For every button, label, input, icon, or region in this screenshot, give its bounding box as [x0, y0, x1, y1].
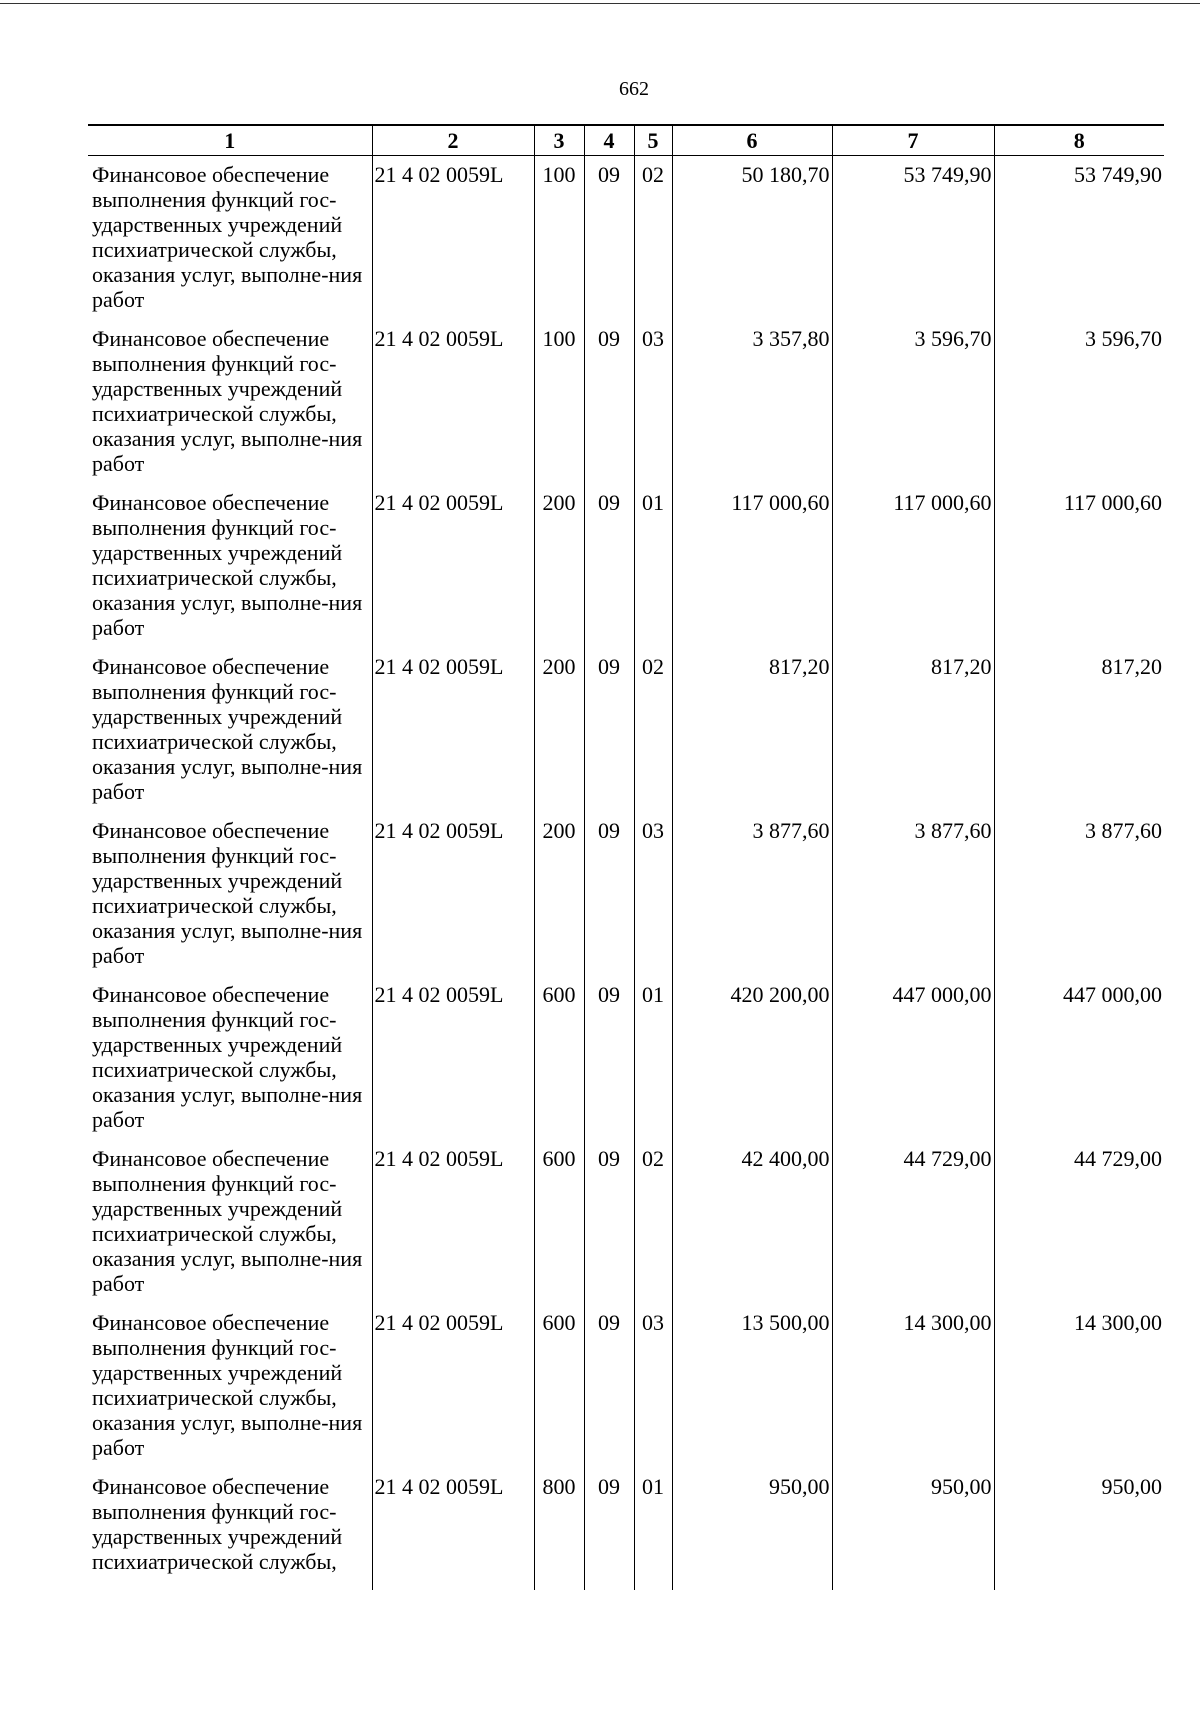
header-col-4: 4: [584, 125, 634, 156]
cell-col-5: 01: [634, 976, 672, 1140]
cell-col-8: 117 000,60: [994, 484, 1164, 648]
cell-col-5: 01: [634, 1468, 672, 1590]
cell-col-4: 09: [584, 812, 634, 976]
cell-code: 21 4 02 0059L: [372, 976, 534, 1140]
cell-col-3: 200: [534, 484, 584, 648]
budget-table: [88, 124, 1164, 1590]
cell-code: 21 4 02 0059L: [372, 484, 534, 648]
table-row: [88, 812, 1164, 976]
cell-col-8: 3 596,70: [994, 320, 1164, 484]
header-row: [88, 125, 1164, 156]
cell-name: Финансовое обеспечение выполнения функций гос-ударственных учреждений психиатрической службы, оказания услуг, выполне-ния работ: [88, 156, 372, 321]
table-row: [88, 484, 1164, 648]
cell-col-6: 420 200,00: [672, 976, 832, 1140]
cell-col-5: 03: [634, 1304, 672, 1468]
header-col-6: 6: [672, 125, 832, 156]
cell-code: 21 4 02 0059L: [372, 320, 534, 484]
cell-col-6: 950,00: [672, 1468, 832, 1590]
table-row: [88, 1304, 1164, 1468]
table-row: [88, 1140, 1164, 1304]
header-col-7: 7: [832, 125, 994, 156]
cell-name: Финансовое обеспечение выполнения функций гос-ударственных учреждений психиатрической службы,: [88, 1468, 372, 1590]
cell-col-8: 950,00: [994, 1468, 1164, 1590]
table-row: [88, 1468, 1164, 1590]
table-header: [88, 125, 1164, 156]
cell-col-8: 53 749,90: [994, 156, 1164, 321]
cell-col-8: 44 729,00: [994, 1140, 1164, 1304]
header-col-2: 2: [372, 125, 534, 156]
page-number: 662: [619, 78, 649, 100]
cell-col-8: 817,20: [994, 648, 1164, 812]
cell-col-3: 200: [534, 648, 584, 812]
table-row: [88, 320, 1164, 484]
cell-code: 21 4 02 0059L: [372, 1140, 534, 1304]
cell-col-7: 44 729,00: [832, 1140, 994, 1304]
cell-col-3: 800: [534, 1468, 584, 1590]
cell-col-8: 447 000,00: [994, 976, 1164, 1140]
cell-col-5: 02: [634, 1140, 672, 1304]
header-col-1: 1: [88, 125, 372, 156]
cell-col-4: 09: [584, 1468, 634, 1590]
cell-col-3: 100: [534, 156, 584, 321]
cell-col-5: 03: [634, 812, 672, 976]
table-row: [88, 648, 1164, 812]
cell-col-8: 3 877,60: [994, 812, 1164, 976]
cell-code: 21 4 02 0059L: [372, 812, 534, 976]
cell-col-6: 117 000,60: [672, 484, 832, 648]
cell-col-4: 09: [584, 648, 634, 812]
cell-col-6: 50 180,70: [672, 156, 832, 321]
cell-col-4: 09: [584, 156, 634, 321]
cell-col-5: 03: [634, 320, 672, 484]
cell-col-3: 600: [534, 1140, 584, 1304]
cell-col-4: 09: [584, 320, 634, 484]
cell-col-4: 09: [584, 484, 634, 648]
table-row: [88, 976, 1164, 1140]
cell-col-4: 09: [584, 976, 634, 1140]
cell-code: 21 4 02 0059L: [372, 156, 534, 321]
cell-col-6: 42 400,00: [672, 1140, 832, 1304]
cell-col-7: 3 596,70: [832, 320, 994, 484]
header-col-3: 3: [534, 125, 584, 156]
cell-name: Финансовое обеспечение выполнения функций гос-ударственных учреждений психиатрической службы, оказания услуг, выполне-ния работ: [88, 648, 372, 812]
cell-name: Финансовое обеспечение выполнения функций гос-ударственных учреждений психиатрической службы, оказания услуг, выполне-ния работ: [88, 1304, 372, 1468]
cell-code: 21 4 02 0059L: [372, 1304, 534, 1468]
table-row: [88, 156, 1164, 321]
cell-col-4: 09: [584, 1140, 634, 1304]
table-body: [88, 156, 1164, 1591]
cell-col-3: 600: [534, 1304, 584, 1468]
cell-col-3: 200: [534, 812, 584, 976]
cell-col-7: 53 749,90: [832, 156, 994, 321]
cell-name: Финансовое обеспечение выполнения функций гос-ударственных учреждений психиатрической службы, оказания услуг, выполне-ния работ: [88, 1140, 372, 1304]
cell-name: Финансовое обеспечение выполнения функций гос-ударственных учреждений психиатрической службы, оказания услуг, выполне-ния работ: [88, 320, 372, 484]
cell-code: 21 4 02 0059L: [372, 648, 534, 812]
cell-col-7: 950,00: [832, 1468, 994, 1590]
cell-col-5: 01: [634, 484, 672, 648]
header-col-5: 5: [634, 125, 672, 156]
cell-col-3: 100: [534, 320, 584, 484]
cell-col-5: 02: [634, 156, 672, 321]
header-col-8: 8: [994, 125, 1164, 156]
cell-col-6: 13 500,00: [672, 1304, 832, 1468]
cell-col-7: 14 300,00: [832, 1304, 994, 1468]
cell-name: Финансовое обеспечение выполнения функций гос-ударственных учреждений психиатрической службы, оказания услуг, выполне-ния работ: [88, 484, 372, 648]
cell-name: Финансовое обеспечение выполнения функций гос-ударственных учреждений психиатрической службы, оказания услуг, выполне-ния работ: [88, 976, 372, 1140]
cell-col-7: 3 877,60: [832, 812, 994, 976]
cell-name: Финансовое обеспечение выполнения функций гос-ударственных учреждений психиатрической службы, оказания услуг, выполне-ния работ: [88, 812, 372, 976]
page-top-rule: [0, 3, 1200, 4]
cell-col-8: 14 300,00: [994, 1304, 1164, 1468]
cell-col-7: 117 000,60: [832, 484, 994, 648]
cell-col-6: 3 357,80: [672, 320, 832, 484]
cell-col-6: 3 877,60: [672, 812, 832, 976]
cell-col-7: 447 000,00: [832, 976, 994, 1140]
cell-code: 21 4 02 0059L: [372, 1468, 534, 1590]
cell-col-5: 02: [634, 648, 672, 812]
cell-col-6: 817,20: [672, 648, 832, 812]
cell-col-7: 817,20: [832, 648, 994, 812]
cell-col-3: 600: [534, 976, 584, 1140]
cell-col-4: 09: [584, 1304, 634, 1468]
